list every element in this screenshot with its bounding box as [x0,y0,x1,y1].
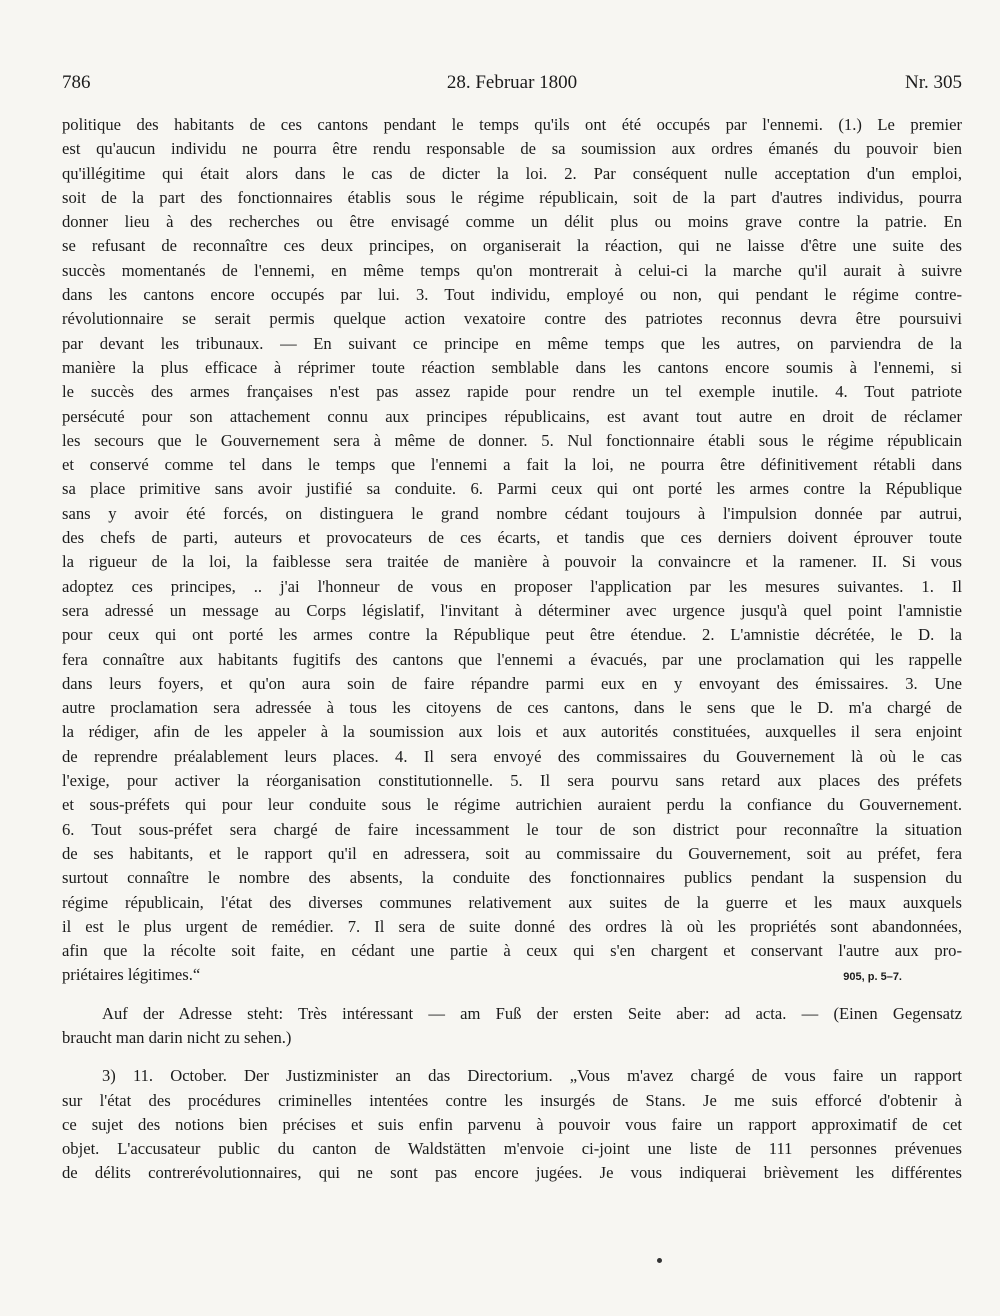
text-line: est qu'aucun individu ne pourra être rendu responsable de sa soumission aux ordres émanés du pouvoir bien [62,139,962,159]
text-line: et sous-préfets qui pour leur conduite sous le régime autrichien auraient perdu la confiance du Gouvernement. [62,795,962,815]
text-line: ce sujet des notions bien précises et suis enfin parvenu à pouvoir vous faire un rapport approximatif de cet [62,1114,962,1134]
text-line: donner lieu à des recherches ou être envisagé comme un délit plus ou moins grave contre la patrie. En [62,212,962,232]
header-date: 28. Februar 1800 [446,72,578,93]
paragraph-letter-text [62,113,962,963]
letter-closing-line [62,963,962,987]
text-line: le succès des armes françaises n'est pas assez rapide pour rendre un tel exemple inutile. 4. Tout patriote [62,382,962,402]
text-line: régime républicain, l'état des diverses communes relativement aux suites de la guerre et les maux auxquels [62,892,962,912]
document-number: Nr. 305 [905,72,962,93]
paragraph-justice-minister [62,1064,962,1185]
text-line: la rédiger, afin de les appeler à la soumission aux lois et aux autorités constituées, auxquelles il sera enjoint [62,722,962,742]
text-line: 3) 11. October. Der Justizminister an das Directorium. „Vous m'avez chargé de vous faire un rapport [102,1066,962,1086]
ink-dot [657,1258,662,1263]
text-line: objet. L'accusateur public du canton de Waldstätten m'envoie ci-joint une liste de 111 personnes prévenues [62,1139,962,1159]
page-number: 786 [62,72,91,93]
text-line: afin que la récolte soit faite, en cédant une partie à ceux qui s'en chargent et conservant l'autre aux pro- [62,941,962,961]
text-line: persécuté pour son attachement connu aux principes républicains, est avant tout autre en droit de réclamer [62,406,962,426]
text-line: dans les cantons encore occupés par lui. 3. Tout individu, employé ou non, qui pendant le régime contre- [62,285,962,305]
text-line: sera adressé un message au Corps législatif, l'invitant à déterminer avec urgence jusqu'à quel point l'amnistie [62,600,962,620]
text-line: et conservé comme tel dans le temps que l'ennemi a fait la loi, ne pourra être définitivement rétabli dans [62,455,962,475]
address-note-last-line: braucht man darin nicht zu sehen.) [62,1027,292,1047]
text-line: de reprendre préalablement leurs places. 4. Il sera envoyé des commissaires du Gouvernement là où le cas [62,746,962,766]
text-line: 6. Tout sous-préfet sera chargé de faire incessamment le tour de son district pour reconnaître la situation [62,819,962,839]
page-header [62,72,962,98]
text-line: dans leurs foyers, et qu'on aura soin de faire répandre parmi eux en y envoyant des émissaires. 3. Une [62,673,962,693]
text-line: la rigueur de la loi, la faiblesse sera traitée de manière à pouvoir la convaincre et la ramener. II. Si vous [62,552,962,572]
text-line: des chefs de parti, auteurs et provocateurs de ces écarts, et tandis que ces derniers doivent éprouver toute [62,528,962,548]
text-line: se refusant de reconnaître ces deux principes, on organiserait la réaction, qui ne laisse d'être une suite des [62,236,962,256]
text-line: qu'illégitime qui était alors dans le cas de dicter la loi. 2. Par conséquent nulle acceptation d'un emploi, [62,163,962,183]
text-line: sans y avoir été forcés, on distinguera le grand nombre cédant toujours à l'impulsion donnée par autrui, [62,503,962,523]
text-line: adoptez ces principes, .. j'ai l'honneur de vous en proposer l'application par les mesures suivantes. 1. Il [62,576,962,596]
text-line: l'exige, pour activer la réorganisation constitutionnelle. 5. Il sera pourvu sans retard aux places des préfets [62,771,962,791]
text-line: surtout connaître le nombre des absents, la conduite des fonctionnaires publics pendant la suspension du [62,868,962,888]
text-line: manière la plus efficace à réprimer toute réaction semblable dans les cantons encore soumis à l'ennemi, si [62,357,962,377]
main-text [62,113,962,1186]
text-line: soit de la part des fonctionnaires établis sous le régime républicain, soit de la part d'autres individus, pourra [62,187,962,207]
text-line: sa place primitive sans avoir justifié sa conduite. 6. Parmi ceux qui ont porté les armes contre la République [62,479,962,499]
source-reference: 905, p. 5–7. [843,971,902,984]
text-line: révolutionnaire se serait permis quelque action vexatoire contre des patriotes reconnus devra être poursuivi [62,309,962,329]
text-line: politique des habitants de ces cantons pendant le temps qu'ils ont été occupés par l'ennemi. (1.) Le premier [62,115,962,134]
paragraph-gap [62,1050,962,1064]
text-line: il est le plus urgent de remédier. 7. Il sera de suite donné des ordres là où les propriétés sont abandonnées, [62,916,962,936]
text-line: Auf der Adresse steht: Très intéressant — am Fuß der ersten Seite aber: ad acta. — (Einen Gegensatz [102,1003,962,1023]
text-line: les secours que le Gouvernement sera à même de donner. 5. Nul fonctionnaire établi sous le régime républicain [62,430,962,450]
text-line: de ses habitants, et le rapport qu'il en adressera, soit au commissaire du Gouvernement, soit au préfet, fera [62,843,962,863]
text-line: fera connaître aux habitants fugitifs des cantons que l'ennemi a évacués, par une proclamation qui les rappelle [62,649,962,669]
text-line: par devant les tribunaux. — En suivant ce principe en même temps que les autres, on parviendra de la [62,333,962,353]
text-line: pour ceux qui ont porté les armes contre la République peut être étendue. 2. L'amnistie décrétée, le D. la [62,625,962,645]
text-line: de délits contrerévolutionnaires, qui ne sont pas encore jugées. Je vous indiquerai brièvement les différentes [62,1163,962,1183]
paragraph-address-note [62,1002,962,1026]
text-line: autre proclamation sera adressée à tous les citoyens de ces cantons, dans le sens que le D. m'a chargé de [62,698,962,718]
text-line: sur l'état des procédures criminelles intentées contre les insurgés de Stans. Je me suis efforcé d'obtenir à [62,1090,962,1110]
text-line: succès momentanés de l'ennemi, en même temps qu'on montrerait à celui-ci la marche qu'il aurait à suivre [62,260,962,280]
letter-closing-text: priétaires légitimes.“ [62,965,201,985]
paragraph-gap [62,988,962,1002]
